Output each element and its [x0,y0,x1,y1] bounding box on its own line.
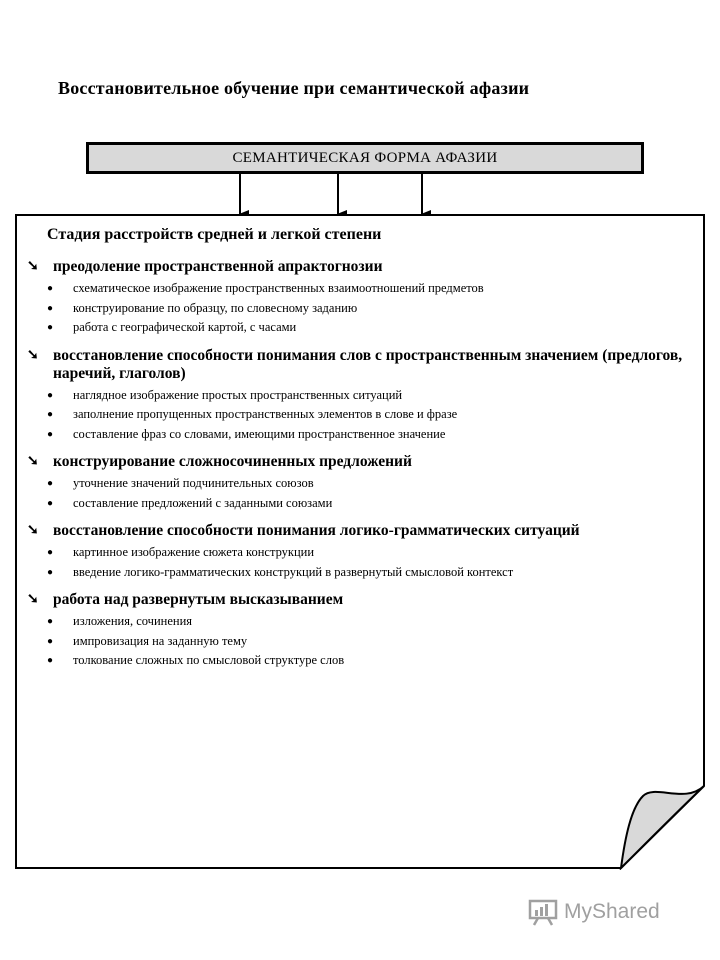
list-item-text: толкование сложных по смысловой структуре слов [73,653,345,667]
bullet-icon: ● [47,655,54,666]
section [25,258,697,338]
list-item [25,299,697,319]
list-item-text: конструирование по образцу, по словесному заданию [73,300,358,315]
section-title: конструирование сложносочиненных предложений [53,453,412,470]
section-heading [25,258,697,276]
bullet-icon: ● [47,635,54,647]
list-item [25,494,697,514]
section [25,347,697,445]
list-item-text: уточнение значений подчинительных союзов [73,476,314,490]
section [25,591,697,671]
section-items [25,612,697,671]
list-item [25,386,697,406]
arrow-down-right-icon: ➘ [27,523,39,538]
document-content [25,226,697,680]
list-item [25,632,697,652]
section-title: преодоление пространственной апрактогнозии [53,258,383,275]
section-items [25,474,697,513]
list-item [25,474,697,494]
list-item-text: составление фраз со словами, имеющими пространственное значение [73,426,446,441]
section-heading [25,591,697,609]
list-item-text: картинное изображение сюжета конструкции [73,545,315,559]
list-item [25,543,697,563]
section-heading [25,453,697,471]
list-item [25,563,697,583]
section-title: восстановление способности понимания слов с пространственным значением (предлогов, наречий, глаголов) [53,346,683,382]
logo-text: MyShared [564,900,660,923]
bullet-icon: ● [47,566,54,578]
section-heading [25,347,697,383]
arrow-down-right-icon: ➘ [27,454,39,469]
bullet-icon: ● [47,428,54,440]
section-title: работа над развернутым высказыванием [53,591,344,608]
sections-list [25,258,697,671]
bullet-icon: ● [47,497,54,509]
list-item-text: схематическое изображение пространственных взаимоотношений предметов [73,281,484,295]
list-item-text: импровизация на заданную тему [73,633,248,648]
bullet-icon: ● [47,389,54,401]
list-item [25,405,697,425]
section-items [25,279,697,338]
bullet-icon: ● [47,322,54,333]
stage-heading: Стадия расстройств средней и легкой степени [47,226,382,243]
list-item [25,318,697,338]
bullet-icon: ● [47,616,54,627]
section-heading [25,522,697,540]
list-item [25,612,697,632]
list-item-text: наглядное изображение простых пространственных ситуаций [73,387,403,402]
presentation-icon [528,898,558,926]
list-item-text: работа с географической картой, с часами [73,320,297,334]
arrow-down-right-icon: ➘ [27,259,39,274]
watermark-logo [528,898,660,926]
list-item-text: введение логико-грамматических конструкций в развернутый смысловой контекст [73,564,514,579]
bullet-icon: ● [47,302,54,314]
list-item-text: изложения, сочинения [73,614,193,628]
list-item-text: заполнение пропущенных пространственных элементов в слове и фразе [73,407,458,421]
list-item [25,425,697,445]
bullet-icon: ● [47,409,54,420]
bullet-icon: ● [47,547,54,558]
list-item-text: составление предложений с заданными союзами [73,495,333,510]
page-title: Восстановительное обучение при семантической афазии [58,78,530,98]
section [25,453,697,513]
content-document [15,214,705,870]
section [25,522,697,582]
bullet-icon: ● [47,283,54,294]
arrow-down-right-icon: ➘ [27,347,39,363]
arrow-down-right-icon: ➘ [27,592,39,607]
header-box-semantic-form: СЕМАНТИЧЕСКАЯ ФОРМА АФАЗИИ [86,142,644,174]
section-items [25,386,697,445]
bullet-icon: ● [47,478,54,489]
section-items [25,543,697,582]
section-title: восстановление способности понимания логико-грамматических ситуаций [53,522,580,539]
list-item [25,651,697,671]
list-item [25,279,697,299]
